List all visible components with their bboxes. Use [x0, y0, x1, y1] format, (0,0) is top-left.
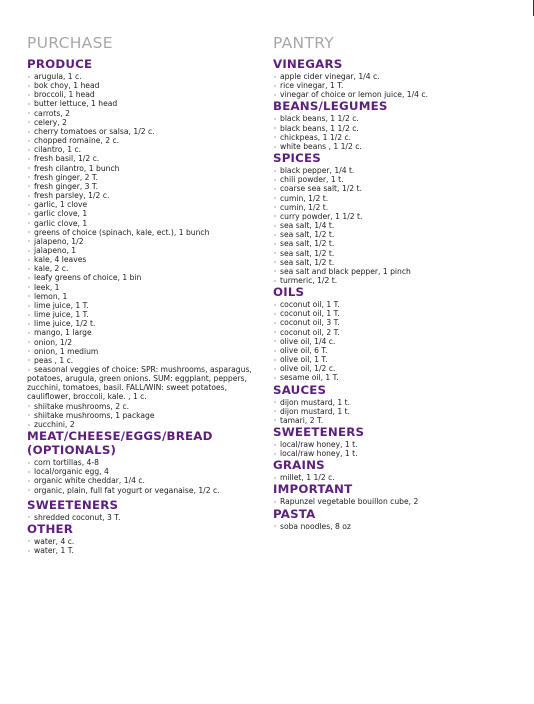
list-item: chickpeas, 1 1/2 c.: [273, 133, 528, 142]
vinegars-list: [273, 72, 528, 99]
list-item: black beans, 1 1/2 c.: [273, 124, 528, 133]
list-item: potatoes, arugula, green onions. SUM: eggplant, peppers,: [27, 374, 247, 384]
pantry-heading: PANTRY: [273, 34, 335, 52]
meat-cheese-list: [27, 458, 267, 495]
other-section: [27, 522, 267, 555]
list-item: dijon mustard, 1 t.: [273, 398, 528, 407]
list-item: celery, 2: [27, 118, 267, 127]
list-item: garlic clove, 1: [27, 209, 267, 218]
list-item: lime juice, 1/2 t.: [27, 319, 267, 328]
list-item: fresh ginger, 2 T.: [27, 173, 267, 182]
list-item: tamari, 2 T.: [273, 416, 528, 425]
list-item: arugula, 1 c.: [27, 72, 267, 81]
list-item: zucchini, 2: [27, 420, 267, 429]
list-item: olive oil, 1/4 c.: [273, 337, 528, 346]
list-item: local/raw honey, 1 t.: [273, 440, 528, 449]
beans-heading: BEANS/LEGUMES: [273, 99, 388, 114]
list-item: white beans , 1 1/2 c.: [273, 142, 528, 151]
spices-section: [273, 151, 528, 285]
list-item: sea salt, 1/2 t.: [273, 249, 528, 258]
list-item: sea salt and black pepper, 1 pinch: [273, 267, 528, 276]
important-heading: IMPORTANT: [273, 482, 353, 497]
meat-cheese-heading: MEAT/CHEESE/EGGS/BREAD: [27, 429, 213, 444]
list-item: olive oil, 6 T.: [273, 346, 528, 355]
list-item: fresh parsley, 1/2 c.: [27, 191, 267, 200]
list-item: chili powder, 1 t.: [273, 175, 528, 184]
sauces-section: [273, 383, 528, 425]
grains-heading: GRAINS: [273, 458, 325, 473]
list-item: vinegar of choice or lemon juice, 1/4 c.: [273, 90, 528, 99]
list-item: seasonal veggies of choice: SPR: mushrooms, asparagus,: [27, 365, 267, 374]
list-item: lemon, 1: [27, 292, 267, 301]
list-item: organic white cheddar, 1/4 c.: [27, 476, 267, 485]
meat-cheese-section: [27, 429, 267, 495]
list-item: coconut oil, 2 T.: [273, 328, 528, 337]
pasta-section: [273, 507, 528, 531]
produce-heading: PRODUCE: [27, 57, 93, 71]
list-item: kale, 2 c.: [27, 264, 267, 273]
list-item: soba noodles, 8 oz: [273, 522, 528, 531]
list-item: cumin, 1/2 t.: [273, 194, 528, 203]
list-item: jalapeno, 1/2: [27, 237, 267, 246]
list-item: sea salt, 1/2 t.: [273, 230, 528, 239]
grains-list: [273, 473, 528, 482]
beans-list: [273, 114, 528, 151]
oils-list: [273, 300, 528, 382]
other-heading: OTHER: [27, 521, 74, 536]
spices-heading: SPICES: [273, 151, 321, 166]
list-item: cherry tomatoes or salsa, 1/2 c.: [27, 127, 267, 136]
list-item: organic, plain, full fat yogurt or veganaise, 1/2 c.: [27, 486, 267, 495]
list-item: black beans, 1 1/2 c.: [273, 114, 528, 123]
list-item: fresh basil, 1/2 c.: [27, 154, 267, 163]
list-item: rice vinegar, 1 T.: [273, 81, 528, 90]
list-item: corn tortillas, 4-8: [27, 458, 267, 467]
list-item: olive oil, 1/2 c.: [273, 364, 528, 373]
list-item: water, 1 T.: [27, 546, 267, 555]
list-item: coconut oil, 1 T.: [273, 300, 528, 309]
list-item: mango, 1 large: [27, 328, 267, 337]
spices-list: [273, 166, 528, 285]
list-item: curry powder, 1 1/2 t.: [273, 212, 528, 221]
oils-section: [273, 285, 528, 382]
list-item: sea salt, 1/2 t.: [273, 258, 528, 267]
list-item: fresh cilantro, 1 bunch: [27, 164, 267, 173]
important-list: [273, 497, 528, 506]
list-item: local/organic egg, 4: [27, 467, 267, 476]
list-item: lime juice, 1 T.: [27, 310, 267, 319]
list-item: coarse sea salt, 1/2 t.: [273, 184, 528, 193]
list-item: onion, 1/2: [27, 338, 267, 347]
pasta-list: [273, 522, 528, 531]
meat-cheese-heading-sub: (OPTIONALS): [27, 443, 117, 458]
list-item: jalapeno, 1: [27, 246, 267, 255]
purchase-heading: PURCHASE: [27, 34, 113, 52]
list-item: apple cider vinegar, 1/4 c.: [273, 72, 528, 81]
list-item: Rapunzel vegetable bouillon cube, 2: [273, 497, 528, 506]
vinegars-section: [273, 57, 528, 99]
purchase-sweeteners-section: [27, 498, 267, 522]
list-item: onion, 1 medium: [27, 347, 267, 356]
list-item: leek, 1: [27, 283, 267, 292]
list-item: local/raw honey, 1 t.: [273, 449, 528, 458]
list-item: fresh ginger, 3 T.: [27, 182, 267, 191]
list-item: shredded coconut, 3 T.: [27, 513, 267, 522]
list-item: butter lettuce, 1 head: [27, 99, 267, 108]
produce-section: [27, 57, 267, 429]
list-item: zucchini, tomatoes, basil. FALL/WIN: sweet potatoes,: [27, 383, 228, 393]
list-item: coconut oil, 1 T.: [273, 309, 528, 318]
list-item: peas , 1 c.: [27, 356, 267, 365]
list-item: olive oil, 1 T.: [273, 355, 528, 364]
pantry-sweeteners-list: [273, 440, 528, 458]
list-item: garlic clove, 1: [27, 219, 267, 228]
oils-heading: OILS: [273, 285, 305, 300]
vinegars-heading: VINEGARS: [273, 57, 343, 71]
list-item: bok choy, 1 head: [27, 81, 267, 90]
list-item: greens of choice (spinach, kale, ect.), 1 bunch: [27, 228, 267, 237]
pantry-sweeteners-heading: SWEETENERS: [273, 425, 365, 439]
pasta-heading: PASTA: [273, 506, 316, 521]
list-item: sesame oil, 1 T.: [273, 373, 528, 382]
list-item: black pepper, 1/4 t.: [273, 166, 528, 175]
sauces-list: [273, 398, 528, 425]
list-item: coconut oil, 3 T.: [273, 318, 528, 327]
other-list: [27, 537, 267, 555]
list-item: millet, 1 1/2 c.: [273, 473, 528, 482]
sauces-heading: SAUCES: [273, 382, 327, 397]
list-item: broccoli, 1 head: [27, 90, 267, 99]
produce-list: [27, 72, 267, 429]
list-item: turmeric, 1/2 t.: [273, 276, 528, 285]
purchase-column: [27, 33, 267, 555]
list-item: cilantro, 1 c.: [27, 145, 267, 154]
list-item: water, 4 c.: [27, 537, 267, 546]
list-item: garlic, 1 clove: [27, 200, 267, 209]
list-item: lime juice, 1 T.: [27, 301, 267, 310]
list-item: cumin, 1/2 t.: [273, 203, 528, 212]
beans-section: [273, 99, 528, 151]
list-item: sea salt, 1/4 t.: [273, 221, 528, 230]
list-item: cauliflower, broccoli, kale. , 1 c.: [27, 392, 147, 402]
list-item: shiitake mushrooms, 1 package: [27, 411, 267, 420]
list-item: dijon mustard, 1 t.: [273, 407, 528, 416]
grains-section: [273, 458, 528, 482]
important-section: [273, 482, 528, 506]
list-item: chopped romaine, 2 c.: [27, 136, 267, 145]
list-item: shiitake mushrooms, 2 c.: [27, 402, 267, 411]
purchase-sweeteners-list: [27, 513, 267, 522]
pantry-column: [273, 33, 528, 531]
list-item: sea salt, 1/2 t.: [273, 239, 528, 248]
list-item: leafy greens of choice, 1 bin: [27, 273, 267, 282]
purchase-sweeteners-heading: SWEETENERS: [27, 497, 119, 512]
pantry-sweeteners-section: [273, 425, 528, 458]
list-item: carrots, 2: [27, 109, 267, 118]
list-item: kale, 4 leaves: [27, 255, 267, 264]
